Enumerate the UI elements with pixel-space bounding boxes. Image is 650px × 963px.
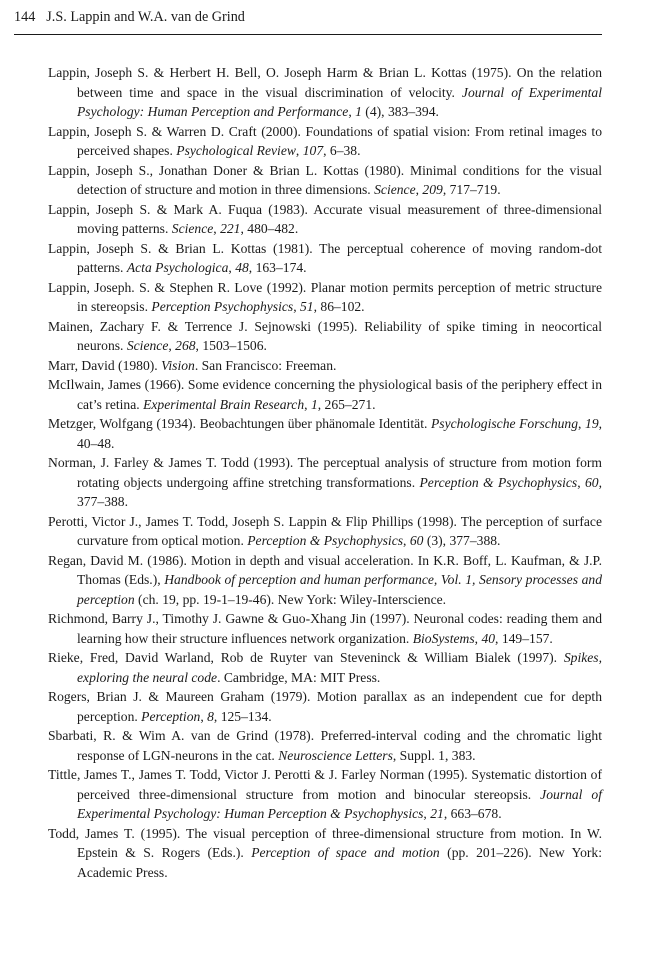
reference-lead: Regan, David M. (1986). Motion in depth and visual acceleration. In K.R. Boff, L. Kaufman, & J.P. Thomas (Eds.), [48, 552, 602, 587]
reference-source-title: Handbook of perception and human performance, Vol. 1, Sensory processes and perception [77, 572, 602, 607]
reference-lead: Lappin, Joseph S. & Herbert H. Bell, O. Joseph Harm & Brian L. Kottas (1975). On the relation between time and space in the visual discrimination of velocity. [48, 65, 602, 100]
reference-separator: , [423, 806, 431, 821]
reference-lead: Lappin, Joseph. S. & Stephen R. Love (1992). Planar motion permits perception of metric structure in stereopsis. [48, 279, 602, 314]
reference-lead: Tittle, James T., James T. Todd, Victor J. Perotti & J. Farley Norman (1995). Systematic distortion of perceived three-dimensional structure from motion and binocular stereopsis. [48, 767, 602, 802]
reference-tail: , 480–482. [240, 221, 299, 236]
reference-separator: , [304, 396, 311, 412]
reference-volume: 60 [409, 533, 424, 548]
reference-entry [48, 317, 602, 356]
reference-entry [48, 551, 602, 610]
reference-lead: Lappin, Joseph S., Jonathan Doner & Brian L. Kottas (1980). Minimal conditions for the visual detection of structure and motion in three dimensions. [48, 162, 602, 197]
reference-source-title: BioSystems [412, 630, 475, 646]
reference-tail: , 377–388. [77, 474, 602, 509]
reference-separator: , [200, 708, 208, 724]
reference-tail: , 40–48. [77, 416, 603, 451]
reference-volume: 60 [585, 474, 599, 490]
reference-entry [48, 122, 602, 161]
reference-list [48, 63, 602, 882]
reference-volume: 21 [430, 806, 444, 821]
reference-entry [48, 765, 602, 824]
reference-separator: , [474, 630, 482, 646]
reference-tail: , 663–678. [443, 806, 502, 821]
reference-entry [48, 161, 602, 200]
reference-tail: , Suppl. 1, 383. [392, 747, 476, 763]
reference-volume: 1 [355, 104, 362, 119]
reference-source-title: Neuroscience Letters [278, 747, 393, 763]
reference-lead: Lappin, Joseph S. & Brian L. Kottas (1981). The perceptual coherence of moving random-dot patterns. [48, 240, 602, 275]
reference-separator: , [415, 182, 423, 197]
reference-source-title: Psychologische Forschung [430, 416, 579, 431]
reference-tail: (3), 377–388. [423, 533, 501, 548]
reference-source-title: Acta Psychologica [126, 260, 229, 275]
reference-separator: , [403, 533, 410, 548]
reference-lead: Todd, James T. (1995). The visual perception of three-dimensional structure from motion. In W. Epstein & S. Rogers (Eds.). [48, 825, 602, 860]
reference-source-title: Experimental Brain Research [143, 396, 305, 412]
reference-entry [48, 824, 602, 883]
reference-lead: Rogers, Brian J. & Maureen Graham (1979). Motion parallax as an independent cue for depth perception. [48, 689, 602, 724]
reference-entry [48, 278, 602, 317]
reference-entry [48, 63, 602, 122]
running-title: J.S. Lappin and W.A. van de Grind [46, 9, 245, 25]
reference-source-title: Perception & Psychophysics [247, 533, 404, 548]
reference-lead: Metzger, Wolfgang (1934). Beobachtungen über phänomale Identität. [48, 416, 431, 431]
reference-tail: , 163–174. [248, 260, 307, 275]
running-head [14, 7, 602, 27]
reference-volume: 48 [235, 260, 249, 275]
reference-separator: , [213, 221, 221, 236]
reference-volume: 51 [300, 299, 314, 314]
reference-separator: , [168, 338, 176, 353]
reference-entry [48, 648, 602, 687]
reference-tail: , 149–157. [495, 630, 553, 646]
reference-entry [48, 609, 602, 648]
reference-volume: 19 [585, 416, 599, 431]
reference-lead: Lappin, Joseph S. & Mark A. Fuqua (1983). Accurate visual measurement of three-dimensional moving patterns. [48, 201, 602, 236]
reference-volume: 1 [310, 396, 318, 412]
reference-volume: 107 [302, 143, 324, 158]
reference-lead: McIlwain, James (1966). Some evidence concerning the physiological basis of the periphery effect in cat’s retina. [48, 377, 602, 412]
reference-separator: , [348, 104, 356, 119]
reference-tail: . San Francisco: Freeman. [194, 357, 337, 373]
reference-volume: 8 [207, 708, 214, 724]
reference-lead: Mainen, Zachary F. & Terrence J. Sejnowski (1995). Reliability of spike timing in neocortical neurons. [48, 318, 602, 353]
reference-source-title: Spikes, exploring the neural code [77, 650, 602, 685]
reference-separator: , [577, 474, 585, 490]
reference-source-title: Vision [161, 357, 195, 373]
reference-entry [48, 687, 602, 726]
reference-entry [48, 356, 602, 376]
reference-lead: Rieke, Fred, David Warland, Rob de Ruyter van Steveninck & William Bialek (1997). [48, 650, 564, 665]
reference-source-title: Science [171, 221, 214, 236]
reference-entry [48, 239, 602, 278]
page-number: 144 [14, 9, 36, 25]
reference-volume: 40 [481, 630, 496, 646]
reference-entry [48, 414, 602, 453]
reference-tail: . Cambridge, MA: MIT Press. [217, 669, 381, 685]
reference-source-title: Science [374, 182, 416, 197]
reference-lead: Sbarbati, R. & Wim A. van de Grind (1978). Preferred-interval coding and the chromatic light response of LGN-neurons in the cat. [48, 728, 602, 763]
reference-tail: , 6–38. [323, 143, 361, 158]
header-rule [14, 34, 602, 35]
reference-entry [48, 200, 602, 239]
reference-source-title: Perception Psychophysics [151, 299, 294, 314]
reference-source-title: Science [126, 338, 169, 353]
reference-lead: Richmond, Barry J., Timothy J. Gawne & Guo-Xhang Jin (1997). Neuronal codes: reading them and learning how their structure influences network organization. [48, 611, 602, 646]
reference-tail: , 86–102. [313, 299, 365, 314]
reference-separator: , [295, 143, 303, 158]
reference-entry [48, 453, 602, 512]
reference-tail: (pp. 201–226). New York: Academic Press. [77, 845, 602, 880]
reference-lead: Lappin, Joseph S. & Warren D. Craft (2000). Foundations of spatial vision: From retinal images to perceived shapes. [48, 123, 602, 158]
reference-lead: Perotti, Victor J., James T. Todd, Joseph S. Lappin & Flip Phillips (1998). The perception of surface curvature from optical motion. [48, 513, 602, 548]
reference-tail: , 1503–1506. [195, 338, 267, 353]
reference-tail: , 265–271. [317, 396, 376, 412]
reference-entry [48, 726, 602, 765]
reference-source-title: Journal of Experimental Psychology: Human Perception and Performance [77, 84, 602, 119]
reference-volume: 221 [220, 221, 241, 236]
reference-lead: Marr, David (1980). [48, 357, 162, 373]
reference-tail: (4), 383–394. [361, 104, 439, 119]
reference-entry [48, 512, 602, 551]
reference-volume: 209 [422, 182, 443, 197]
reference-source-title: Perception & Psychophysics [419, 474, 578, 490]
reference-tail: , 125–134. [213, 708, 272, 724]
reference-source-title: Psychological Review [176, 143, 296, 158]
reference-separator: , [293, 299, 300, 314]
reference-source-title: Perception [141, 708, 201, 724]
reference-source-title: Perception of space and motion [251, 845, 440, 860]
reference-source-title: Journal of Experimental Psychology: Human Perception & Psychophysics [77, 786, 602, 821]
reference-separator: , [228, 260, 236, 275]
reference-tail: (ch. 19, pp. 19-1–19-46). New York: Wiley-Interscience. [134, 591, 447, 607]
reference-volume: 268 [175, 338, 196, 353]
reference-separator: , [578, 416, 586, 431]
reference-entry [48, 375, 602, 414]
reference-tail: , 717–719. [442, 182, 501, 197]
reference-lead: Norman, J. Farley & James T. Todd (1993). The perceptual analysis of structure from motion form rotating objects undergoing affine stretching transformations. [48, 455, 602, 490]
